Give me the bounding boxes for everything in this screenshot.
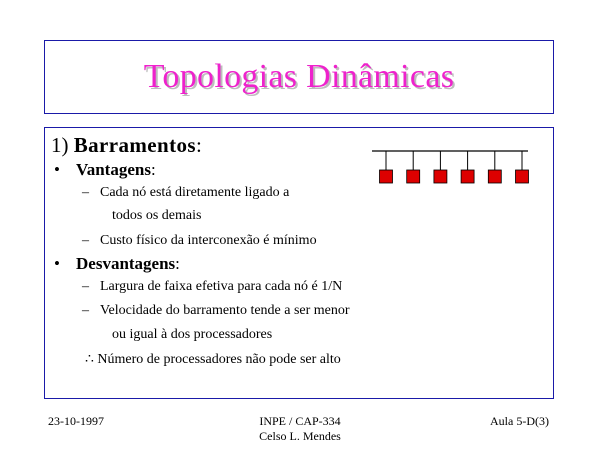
bus-nodes — [380, 151, 529, 183]
slide-title: Topologias Dinâmicas — [143, 58, 455, 95]
title-box — [44, 40, 554, 114]
sub-item-text: Custo físico da interconexão é mínimo — [100, 233, 317, 248]
bullet-label: Desvantagens — [76, 254, 176, 273]
bullet-desvantagens — [54, 254, 180, 274]
bullet-vantagens — [54, 160, 156, 180]
sub-item — [82, 303, 350, 319]
footer-date: 23-10-1997 — [48, 414, 104, 428]
bullet-label: Vantagens — [76, 160, 151, 179]
heading-colon: : — [195, 133, 202, 157]
heading-number: 1) — [51, 133, 74, 157]
processor-node — [407, 170, 420, 183]
footer-course: INPE / CAP-334 — [259, 414, 341, 428]
footer-center — [258, 414, 342, 444]
processor-node — [380, 170, 393, 183]
bus-diagram — [368, 145, 533, 190]
processor-node — [461, 170, 474, 183]
dash-marker: – — [82, 233, 89, 248]
processor-node — [434, 170, 447, 183]
sub-item-continuation: ou igual à dos processadores — [112, 327, 273, 342]
conclusion — [85, 351, 341, 368]
bullet-dot: • — [54, 160, 60, 179]
sub-item-text: Cada nó está diretamente ligado a — [100, 185, 290, 200]
sub-item — [82, 233, 317, 249]
dash-marker: – — [82, 185, 89, 200]
sub-item — [82, 185, 289, 201]
footer-author: Celso L. Mendes — [259, 429, 341, 443]
conclusion-text: Número de processadores não pode ser alto — [97, 352, 341, 367]
dash-marker: – — [82, 303, 89, 318]
footer-lesson: Aula 5-D(3) — [490, 414, 549, 428]
bullet-dot: • — [54, 254, 60, 273]
dash-marker: – — [82, 279, 89, 294]
section-heading — [51, 133, 202, 158]
bullet-colon: : — [175, 254, 180, 273]
sub-item-text: Velocidade do barramento tende a ser menor — [100, 303, 350, 318]
sub-item-text: Largura de faixa efetiva para cada nó é 1/N — [100, 279, 343, 294]
sub-item — [82, 279, 342, 295]
sub-item-continuation: todos os demais — [112, 208, 202, 223]
heading-word: Barramentos — [73, 133, 196, 157]
processor-node — [516, 170, 529, 183]
therefore-symbol: ∴ — [85, 352, 94, 367]
processor-node — [488, 170, 501, 183]
bullet-colon: : — [150, 160, 156, 179]
